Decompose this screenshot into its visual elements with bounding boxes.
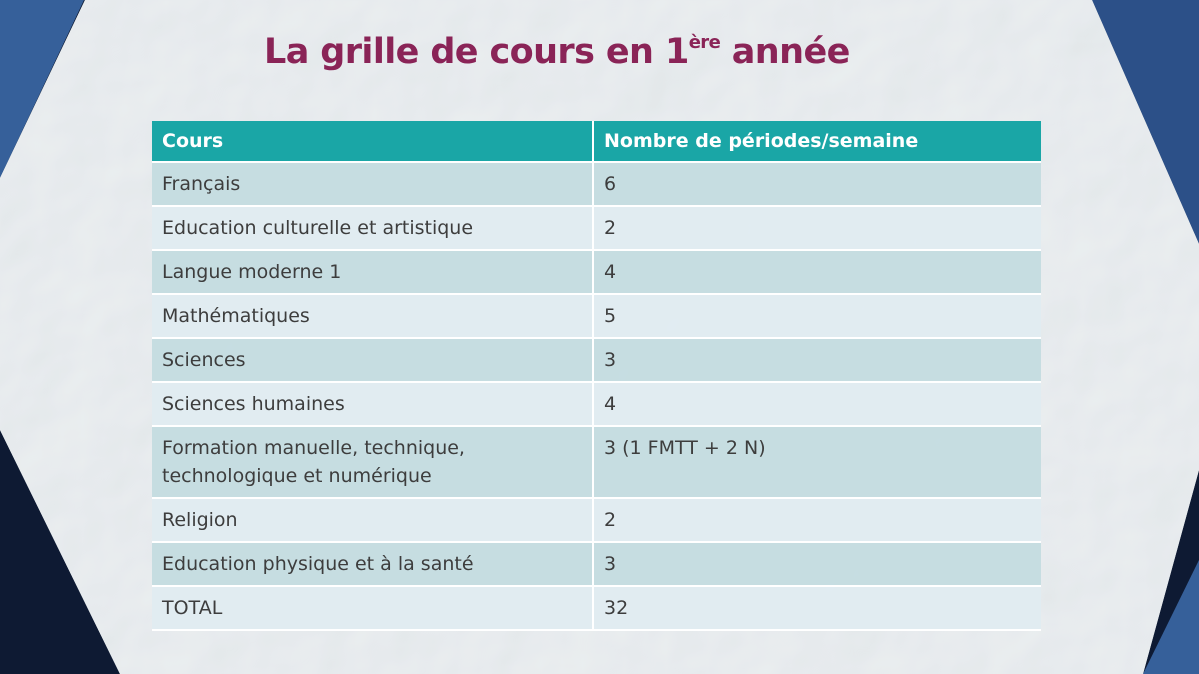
table-row — [152, 382, 1041, 426]
cell-total-value: 32 — [593, 586, 1041, 630]
table-row — [152, 250, 1041, 294]
slide-title — [264, 32, 850, 72]
cell-periodes: 6 — [593, 162, 1041, 206]
cell-cours: Langue moderne 1 — [152, 250, 593, 294]
course-grid-table — [152, 121, 1041, 631]
table-row — [152, 338, 1041, 382]
header-cours: Cours — [152, 121, 593, 162]
cell-cours: Formation manuelle, technique, technologique et numérique — [152, 426, 593, 498]
cell-periodes: 2 — [593, 498, 1041, 542]
cell-cours: Mathématiques — [152, 294, 593, 338]
cell-periodes: 3 — [593, 542, 1041, 586]
cell-cours: Sciences — [152, 338, 593, 382]
cell-periodes: 4 — [593, 250, 1041, 294]
table-row — [152, 542, 1041, 586]
cell-cours: Religion — [152, 498, 593, 542]
table-row — [152, 206, 1041, 250]
header-periodes: Nombre de périodes/semaine — [593, 121, 1041, 162]
table-row — [152, 294, 1041, 338]
cell-periodes: 3 (1 FMTT + 2 N) — [593, 426, 1041, 498]
cell-cours: Education culturelle et artistique — [152, 206, 593, 250]
title-superscript: ère — [688, 32, 721, 54]
table-row-total — [152, 586, 1041, 630]
cell-periodes: 2 — [593, 206, 1041, 250]
cell-total-label: TOTAL — [152, 586, 593, 630]
table-row — [152, 498, 1041, 542]
cell-periodes: 3 — [593, 338, 1041, 382]
cell-cours: Français — [152, 162, 593, 206]
table-header-row — [152, 121, 1041, 162]
cell-periodes: 4 — [593, 382, 1041, 426]
cell-cours: Education physique et à la santé — [152, 542, 593, 586]
cell-periodes: 5 — [593, 294, 1041, 338]
table-row — [152, 162, 1041, 206]
title-text: La grille de cours en 1 — [264, 32, 689, 72]
table-row — [152, 426, 1041, 498]
cell-cours: Sciences humaines — [152, 382, 593, 426]
title-suffix: année — [720, 32, 850, 72]
